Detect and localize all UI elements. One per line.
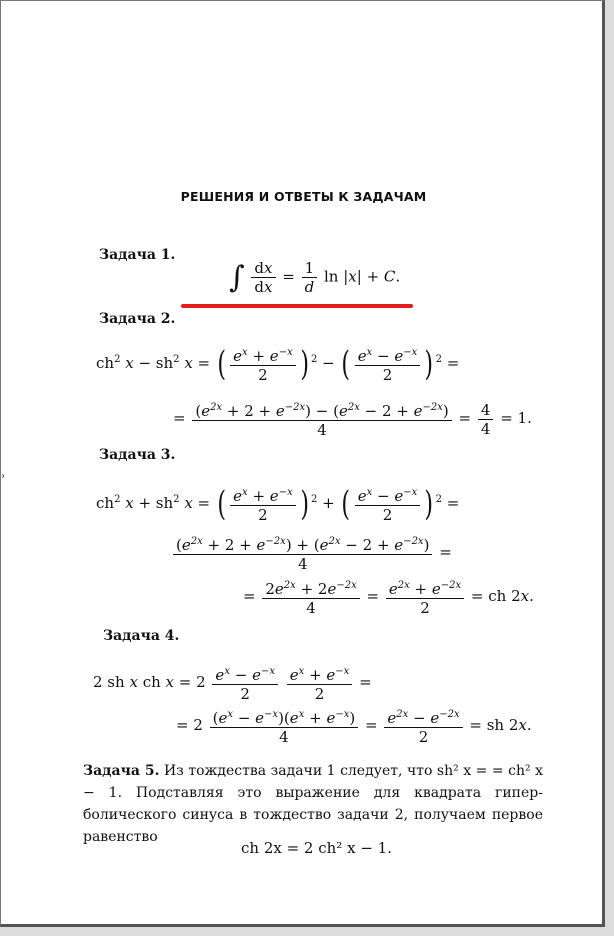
task-3-formula-line-3: = $\frac{2e^{2x} + 2e^{-2x}}{4}$ = $\frac{e^{2x} + e^{-2x}}{2}$ = ch 2x.	[243, 577, 534, 617]
task-1-formula: ∫ $\frac{dx}{dx}$ = $\frac{1}{d}$ ln |x| + C.	[229, 259, 401, 296]
red-highlight-underline	[181, 304, 413, 308]
task-5-text: Из тождества задачи 1 следует, что sh² x = = ch² x − 1. Подставляя это выражение для квадрата гипер-болического синуса в тождество задачи 2, получаем первое равенство	[83, 763, 543, 845]
task-2-label: Задача 2.	[99, 311, 176, 327]
task-3-label: Задача 3.	[99, 447, 176, 463]
task-1-label: Задача 1.	[99, 247, 176, 263]
task-2-formula-line-2: = $\frac{(e^{2x} + 2 + e^{-2x}) - (e^{2x} - 2 + e^{-2x})}{4}$ = $\frac{4}{4}$ = 1.	[173, 400, 532, 439]
task-4-formula-line-2: = 2 $\frac{(e^x - e^{-x})(e^x + e^{-x})}{4}$ = $\frac{e^{2x} - e^{-2x}}{2}$ = sh 2x.	[176, 706, 532, 746]
page-heading: РЕШЕНИЯ И ОТВЕТЫ К ЗАДАЧАМ	[180, 189, 427, 204]
task-5-label: Задача 5.	[83, 763, 160, 779]
task-4-formula-line-1: 2 sh x ch x = 2 $\frac{e^x - e^{-x}}{2}$ $\frac{e^x + e^{-x}}{2}$ =	[93, 663, 372, 703]
margin-mark: ›	[1, 471, 5, 482]
task-3-formula-line-2: $\frac{(e^{2x} + 2 + e^{-2x}) + (e^{2x} - 2 + e^{-2x})}{4}$ =	[171, 533, 452, 573]
task-3-formula-line-1: $ch^2$ $x + sh^2$ x = ( $\frac{e^x + e^{-x}}{2}$ ) $^2$ + ( $\frac{e^x - e^{-x}}{2}$ ) $^2$ =	[96, 484, 460, 524]
task-2-formula-line-1: $ch^2$ $x - sh^2$ x = ( $\frac{e^x + e^{-x}}{2}$ ) $^2$ − ( $\frac{e^x - e^{-x}}{2}$ ) $^2$ =	[96, 344, 460, 384]
task-4-label: Задача 4.	[103, 628, 180, 644]
task-5-formula: ch 2x = 2 ch² x − 1.	[241, 839, 392, 857]
task-5-paragraph	[83, 760, 543, 848]
